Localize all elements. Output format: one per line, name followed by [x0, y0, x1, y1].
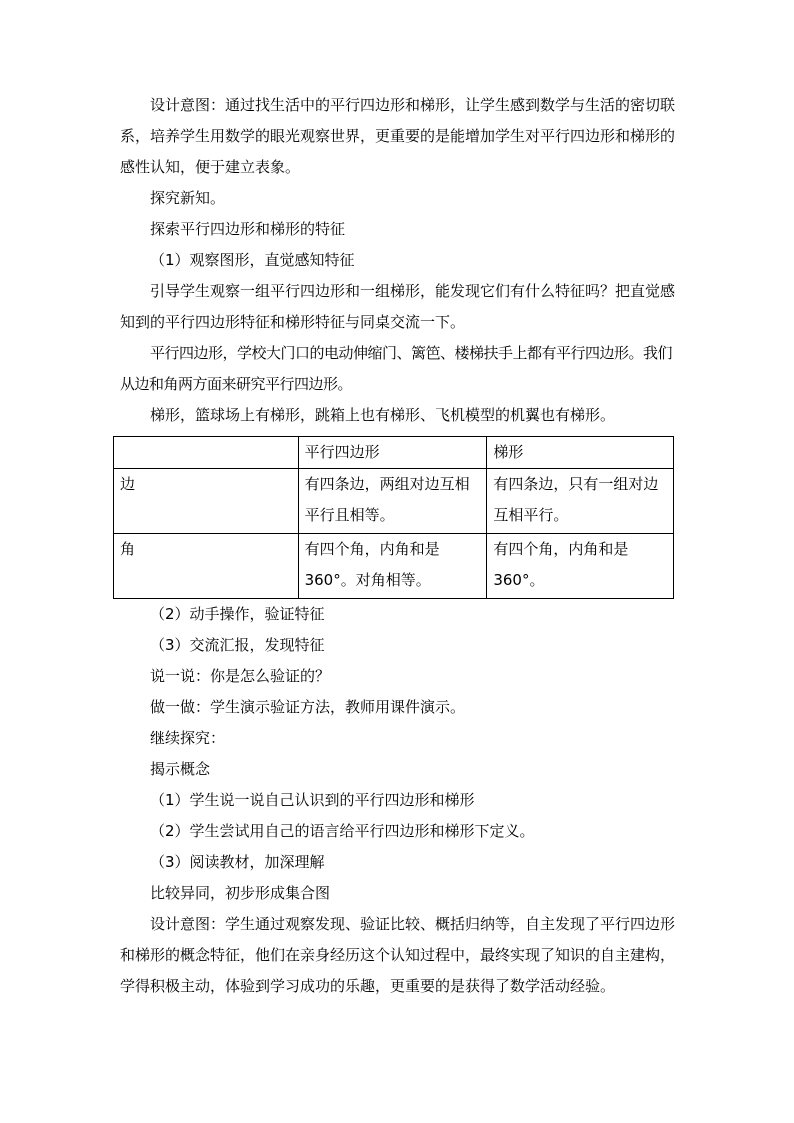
table-row-label-sides: 边 — [114, 469, 299, 534]
design-intent-paragraph-2: 设计意图：学生通过观察发现、验证比较、概括归纳等，自主发现了平行四边形和梯形的概念特征，他们在亲身经历这个认知过程中，最终实现了知识的自主建构，学得积极主动，体验到学习成功的乐趣，更重要的是获得了数学活动经验。 — [120, 915, 676, 995]
explore-features-heading: 探索平行四边形和梯形的特征 — [150, 220, 346, 238]
table-row-label-angles: 角 — [114, 534, 299, 599]
parallelogram-examples-paragraph: 平行四边形，学校大门口的电动伸缩门、篱笆、楼梯扶手上都有平行四边形。我们从边和角两方面来研究平行四边形。 — [120, 344, 673, 393]
guide-students-paragraph: 引导学生观察一组平行四边形和一组梯形，能发现它们有什么特征吗？把直觉感知到的平行四边形特征和梯形特征与同桌交流一下。 — [120, 282, 676, 331]
do-it: 做一做：学生演示验证方法，教师用课件演示。 — [150, 698, 466, 716]
table-cell-trapezoid-angles: 有四个角，内角和是360°。 — [487, 534, 674, 599]
concept-step-1: （1）学生说一说自己认识到的平行四边形和梯形 — [150, 791, 475, 809]
step-3-report: （3）交流汇报，发现特征 — [150, 636, 325, 654]
table-header-row — [114, 437, 674, 469]
table-header-parallelogram: 平行四边形 — [298, 437, 487, 469]
design-intent-paragraph-1: 设计意图：通过找生活中的平行四边形和梯形，让学生感到数学与生活的密切联系，培养学生用数学的眼光观察世界，更重要的是能增加学生对平行四边形和梯形的感性认知，便于建立表象。 — [120, 96, 676, 176]
table-header-trapezoid: 梯形 — [487, 437, 674, 469]
trapezoid-examples-paragraph: 梯形，篮球场上有梯形，跳箱上也有梯形、飞机模型的机翼也有梯形。 — [150, 406, 616, 424]
table-cell-parallelogram-sides: 有四条边，两组对边互相平行且相等。 — [298, 469, 487, 534]
concept-step-3: （3）阅读教材，加深理解 — [150, 853, 325, 871]
table-row — [114, 469, 674, 534]
features-table — [113, 436, 674, 599]
concept-step-2: （2）学生尝试用自己的语言给平行四边形和梯形下定义。 — [150, 822, 535, 840]
document-body — [120, 90, 682, 1002]
step-2-operate: （2）动手操作，验证特征 — [150, 605, 325, 623]
table-cell-parallelogram-angles: 有四个角，内角和是360°。对角相等。 — [298, 534, 487, 599]
say-it: 说一说：你是怎么验证的？ — [150, 667, 331, 685]
table-row — [114, 534, 674, 599]
table-cell-trapezoid-sides: 有四条边，只有一组对边互相平行。 — [487, 469, 674, 534]
step-1-observe: （1）观察图形，直觉感知特征 — [150, 251, 355, 269]
table-header-cell-empty — [114, 437, 299, 469]
reveal-concept: 揭示概念 — [150, 760, 211, 778]
compare-differences: 比较异同，初步形成集合图 — [150, 884, 331, 902]
continue-explore: 继续探究： — [150, 729, 226, 747]
explore-new-knowledge: 探究新知。 — [150, 189, 226, 207]
